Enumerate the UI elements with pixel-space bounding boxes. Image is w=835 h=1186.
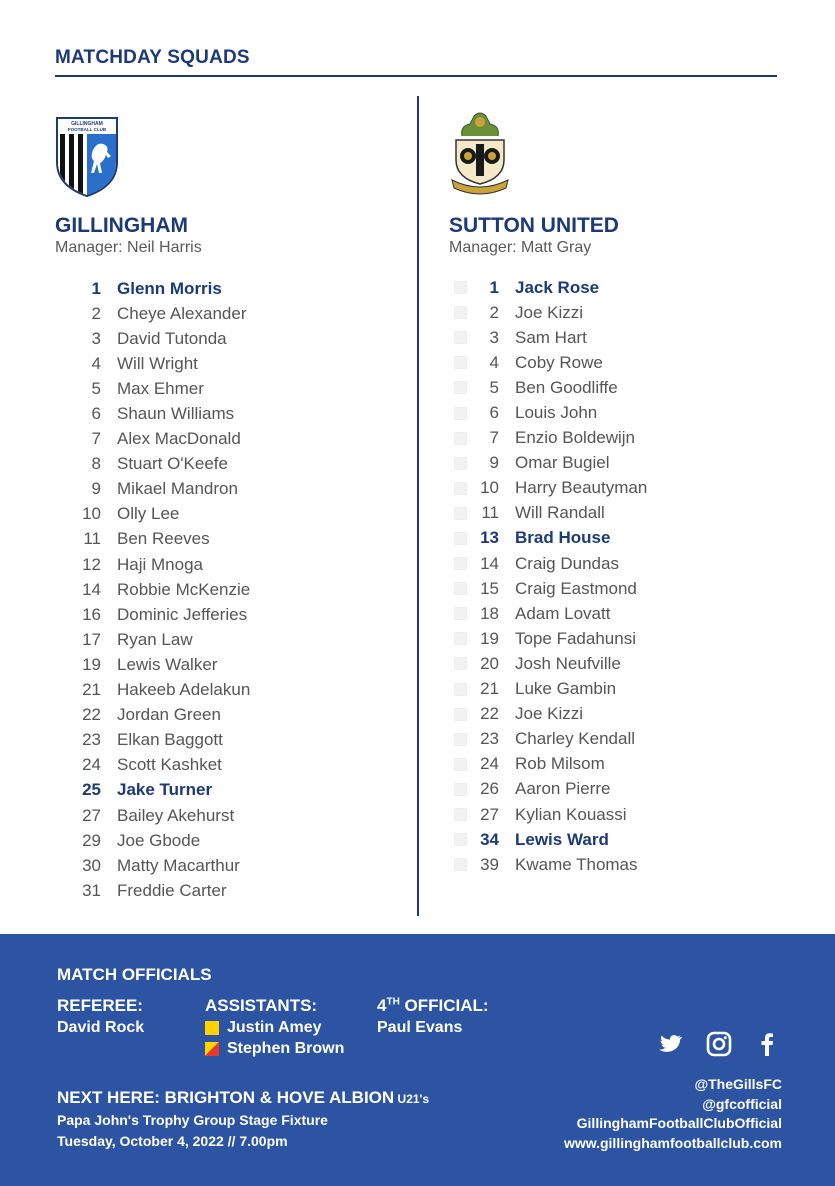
player-number: 10 [82, 504, 101, 524]
player-number: 16 [82, 604, 101, 624]
twitter-handle[interactable]: @TheGillsFC [694, 1076, 782, 1092]
player-name: Dominic Jefferies [117, 604, 248, 624]
player-number: 22 [480, 704, 499, 724]
player-number: 22 [82, 705, 101, 725]
checkbox-icon [454, 708, 467, 721]
away-player-row [442, 275, 802, 300]
officials-panel [0, 934, 835, 1186]
player-number: 9 [91, 479, 101, 499]
player-name: Brad House [515, 528, 611, 548]
player-name: Jordan Green [117, 705, 221, 725]
player-name: Joe Kizzi [515, 302, 584, 322]
away-squad-list [442, 275, 802, 877]
player-name: Hakeeb Adelakun [117, 680, 251, 700]
home-player-row [55, 703, 405, 728]
checkbox-icon [454, 356, 467, 369]
player-number: 31 [82, 880, 101, 900]
away-player-row [442, 551, 802, 576]
player-name: Jake Turner [117, 780, 213, 800]
home-player-row [55, 778, 405, 803]
away-player-row [442, 727, 802, 752]
home-player-row [55, 276, 405, 301]
away-player-row [442, 426, 802, 451]
checkbox-icon [454, 858, 467, 871]
checkbox-icon [454, 331, 467, 344]
player-number: 3 [91, 328, 101, 348]
player-name: Robbie McKenzie [117, 579, 251, 599]
away-player-row [442, 651, 802, 676]
player-name: Omar Bugiel [515, 453, 610, 473]
player-name: Ben Reeves [117, 529, 210, 549]
away-player-row [442, 400, 802, 425]
social-handles [564, 1075, 782, 1153]
player-name: Lewis Ward [515, 829, 609, 849]
player-name: Ben Goodliffe [515, 377, 618, 397]
away-player-row [442, 576, 802, 601]
home-player-row [55, 401, 405, 426]
player-name: Elkan Baggott [117, 730, 223, 750]
away-player-row [442, 300, 802, 325]
player-name: Aaron Pierre [515, 779, 611, 799]
home-player-row [55, 602, 405, 627]
player-name: Adam Lovatt [515, 603, 611, 623]
away-player-row [442, 677, 802, 702]
away-player-row [442, 802, 802, 827]
home-player-row [55, 652, 405, 677]
home-player-row [55, 527, 405, 552]
player-name: Rob Milsom [515, 754, 605, 774]
player-name: Freddie Carter [117, 880, 227, 900]
player-number: 1 [489, 277, 499, 297]
player-number: 14 [82, 579, 101, 599]
home-player-row [55, 878, 405, 903]
player-name: Kwame Thomas [515, 854, 638, 874]
player-number: 10 [480, 478, 499, 498]
player-name: Haji Mnoga [117, 554, 203, 574]
player-name: Tope Fadahunsi [515, 628, 636, 648]
checkbox-icon [454, 281, 467, 294]
player-name: Craig Eastmond [515, 578, 637, 598]
checkbox-icon [454, 432, 467, 445]
player-number: 30 [82, 855, 101, 875]
gillingham-crest-icon [55, 116, 119, 198]
player-number: 14 [480, 553, 499, 573]
player-number: 23 [480, 729, 499, 749]
away-team-name: SUTTON UNITED [449, 214, 619, 237]
referee-label: REFEREE: [57, 996, 143, 1015]
player-number: 20 [480, 653, 499, 673]
away-player-row [442, 827, 802, 852]
player-name: Alex MacDonald [117, 429, 241, 449]
away-player-row [442, 702, 802, 727]
assistant-1-name: Justin Amey [227, 1019, 322, 1036]
away-player-row [442, 350, 802, 375]
assistant-2 [205, 1040, 344, 1058]
player-name: Shaun Williams [117, 404, 235, 424]
home-squad-list [55, 276, 405, 903]
next-fixture-title: NEXT HERE: BRIGHTON & HOVE ALBION U21's [57, 1088, 430, 1107]
fourth-official-column [377, 996, 489, 1037]
player-number: 25 [82, 780, 101, 800]
player-number: 11 [83, 529, 101, 549]
player-number: 15 [480, 578, 499, 598]
twitter-icon[interactable] [658, 1031, 684, 1057]
checkbox-icon [454, 482, 467, 495]
checkbox-icon [454, 657, 467, 670]
home-player-row [55, 728, 405, 753]
home-player-row [55, 678, 405, 703]
player-name: Joe Gbode [117, 830, 201, 850]
player-number: 5 [91, 378, 101, 398]
player-number: 24 [82, 755, 101, 775]
assistant-1 [205, 1019, 344, 1037]
player-number: 18 [480, 603, 499, 623]
player-number: 21 [82, 680, 101, 700]
facebook-icon[interactable] [754, 1031, 780, 1057]
assistants-column [205, 996, 344, 1058]
checkbox-icon [454, 783, 467, 796]
red-yellow-flag-icon [205, 1042, 219, 1056]
player-name: Cheye Alexander [117, 303, 247, 323]
checkbox-icon [454, 532, 467, 545]
home-player-row [55, 627, 405, 652]
checkbox-icon [454, 758, 467, 771]
home-player-row [55, 753, 405, 778]
title-rule [55, 75, 777, 77]
player-number: 2 [489, 302, 499, 322]
player-name: Coby Rowe [515, 352, 603, 372]
player-number: 2 [91, 303, 101, 323]
player-name: Josh Neufville [515, 653, 621, 673]
home-team-name: GILLINGHAM [55, 214, 188, 237]
fourth-official-name: Paul Evans [377, 1019, 463, 1036]
player-number: 17 [82, 629, 101, 649]
away-player-row [442, 476, 802, 501]
checkbox-icon [454, 557, 467, 570]
player-number: 21 [480, 679, 499, 699]
away-player-row [442, 526, 802, 551]
player-number: 23 [82, 730, 101, 750]
home-player-row [55, 427, 405, 452]
home-player-row [55, 326, 405, 351]
fourth-official-label: 4TH OFFICIAL: [377, 996, 489, 1015]
player-name: Glenn Morris [117, 278, 222, 298]
away-player-row [442, 501, 802, 526]
player-name: Ryan Law [117, 629, 193, 649]
checkbox-icon [454, 632, 467, 645]
checkbox-icon [454, 808, 467, 821]
player-name: Stuart O'Keefe [117, 454, 228, 474]
facebook-handle[interactable]: GillinghamFootballClubOfficial [576, 1115, 782, 1131]
checkbox-icon [454, 833, 467, 846]
away-player-row [442, 777, 802, 802]
away-player-row [442, 375, 802, 400]
checkbox-icon [454, 582, 467, 595]
home-player-row [55, 552, 405, 577]
player-name: Matty Macarthur [117, 855, 240, 875]
player-name: Joe Kizzi [515, 704, 584, 724]
player-name: Scott Kashket [117, 755, 222, 775]
player-name: Olly Lee [117, 504, 180, 524]
home-player-row [55, 376, 405, 401]
home-player-row [55, 803, 405, 828]
home-player-row [55, 351, 405, 376]
home-player-row [55, 477, 405, 502]
home-player-row [55, 577, 405, 602]
player-number: 26 [480, 779, 499, 799]
player-number: 9 [489, 453, 499, 473]
player-name: Lewis Walker [117, 654, 218, 674]
player-name: Harry Beautyman [515, 478, 648, 498]
player-name: Charley Kendall [515, 729, 636, 749]
player-name: Max Ehmer [117, 378, 204, 398]
player-number: 29 [82, 830, 101, 850]
home-player-row [55, 502, 405, 527]
player-name: Luke Gambin [515, 679, 617, 699]
player-number: 27 [82, 805, 101, 825]
home-player-row [55, 853, 405, 878]
away-player-row [442, 626, 802, 651]
assistant-2-name: Stephen Brown [227, 1040, 345, 1057]
player-number: 8 [91, 454, 101, 474]
home-team-section [55, 116, 405, 903]
website-link[interactable]: www.gillinghamfootballclub.com [563, 1134, 782, 1151]
player-number: 39 [480, 854, 499, 874]
away-team-section [442, 110, 802, 877]
away-manager: Manager: Matt Gray [449, 239, 592, 256]
player-number: 3 [489, 327, 499, 347]
referee-name: David Rock [57, 1019, 145, 1036]
player-number: 6 [91, 404, 101, 424]
player-name: Jack Rose [515, 277, 600, 297]
away-player-row [442, 451, 802, 476]
next-fixture-competition: Papa John's Trophy Group Stage Fixture [57, 1112, 328, 1128]
referee-column [57, 996, 144, 1037]
player-number: 7 [91, 429, 101, 449]
away-player-row [442, 601, 802, 626]
player-number: 12 [82, 554, 101, 574]
home-player-row [55, 828, 405, 853]
player-number: 24 [480, 754, 499, 774]
away-player-row [442, 852, 802, 877]
page-title: MATCHDAY SQUADS [55, 47, 250, 68]
player-number: 1 [91, 278, 101, 298]
assistants-label: ASSISTANTS: [205, 996, 318, 1015]
player-number: 4 [489, 352, 499, 372]
player-name: Will Randall [515, 503, 605, 523]
player-number: 7 [489, 428, 499, 448]
instagram-icon[interactable] [706, 1031, 732, 1057]
away-player-row [442, 325, 802, 350]
player-name: Sam Hart [515, 327, 587, 347]
player-number: 34 [480, 829, 499, 849]
column-divider [417, 96, 419, 916]
player-name: Kylian Kouassi [515, 804, 627, 824]
player-number: 19 [82, 654, 101, 674]
player-number: 5 [489, 377, 499, 397]
player-number: 6 [489, 403, 499, 423]
player-number: 19 [480, 628, 499, 648]
player-number: 27 [480, 804, 499, 824]
away-player-row [442, 752, 802, 777]
next-fixture-date: Tuesday, October 4, 2022 // 7.00pm [57, 1133, 288, 1149]
checkbox-icon [454, 607, 467, 620]
player-name: Enzio Boldewijn [515, 428, 636, 448]
checkbox-icon [454, 407, 467, 420]
player-number: 11 [481, 503, 499, 523]
checkbox-icon [454, 507, 467, 520]
svg-text:FOOTBALL CLUB: FOOTBALL CLUB [67, 127, 107, 132]
player-name: Mikael Mandron [117, 479, 238, 499]
player-number: 4 [91, 353, 101, 373]
officials-heading: MATCH OFFICIALS [57, 965, 212, 984]
instagram-handle[interactable]: @gfcofficial [702, 1095, 782, 1112]
social-icons [658, 1031, 780, 1057]
yellow-flag-icon [205, 1021, 219, 1035]
home-player-row [55, 301, 405, 326]
svg-text:GILLINGHAM: GILLINGHAM [71, 121, 103, 127]
checkbox-icon [454, 683, 467, 696]
checkbox-icon [454, 381, 467, 394]
player-name: Craig Dundas [515, 553, 619, 573]
sutton-united-crest-icon [442, 110, 518, 198]
home-manager: Manager: Neil Harris [55, 239, 202, 256]
player-name: Will Wright [117, 353, 198, 373]
player-name: Bailey Akehurst [117, 805, 235, 825]
player-name: Louis John [515, 403, 598, 423]
player-number: 13 [480, 528, 499, 548]
checkbox-icon [454, 306, 467, 319]
player-name: David Tutonda [117, 328, 227, 348]
home-player-row [55, 452, 405, 477]
checkbox-icon [454, 457, 467, 470]
checkbox-icon [454, 733, 467, 746]
